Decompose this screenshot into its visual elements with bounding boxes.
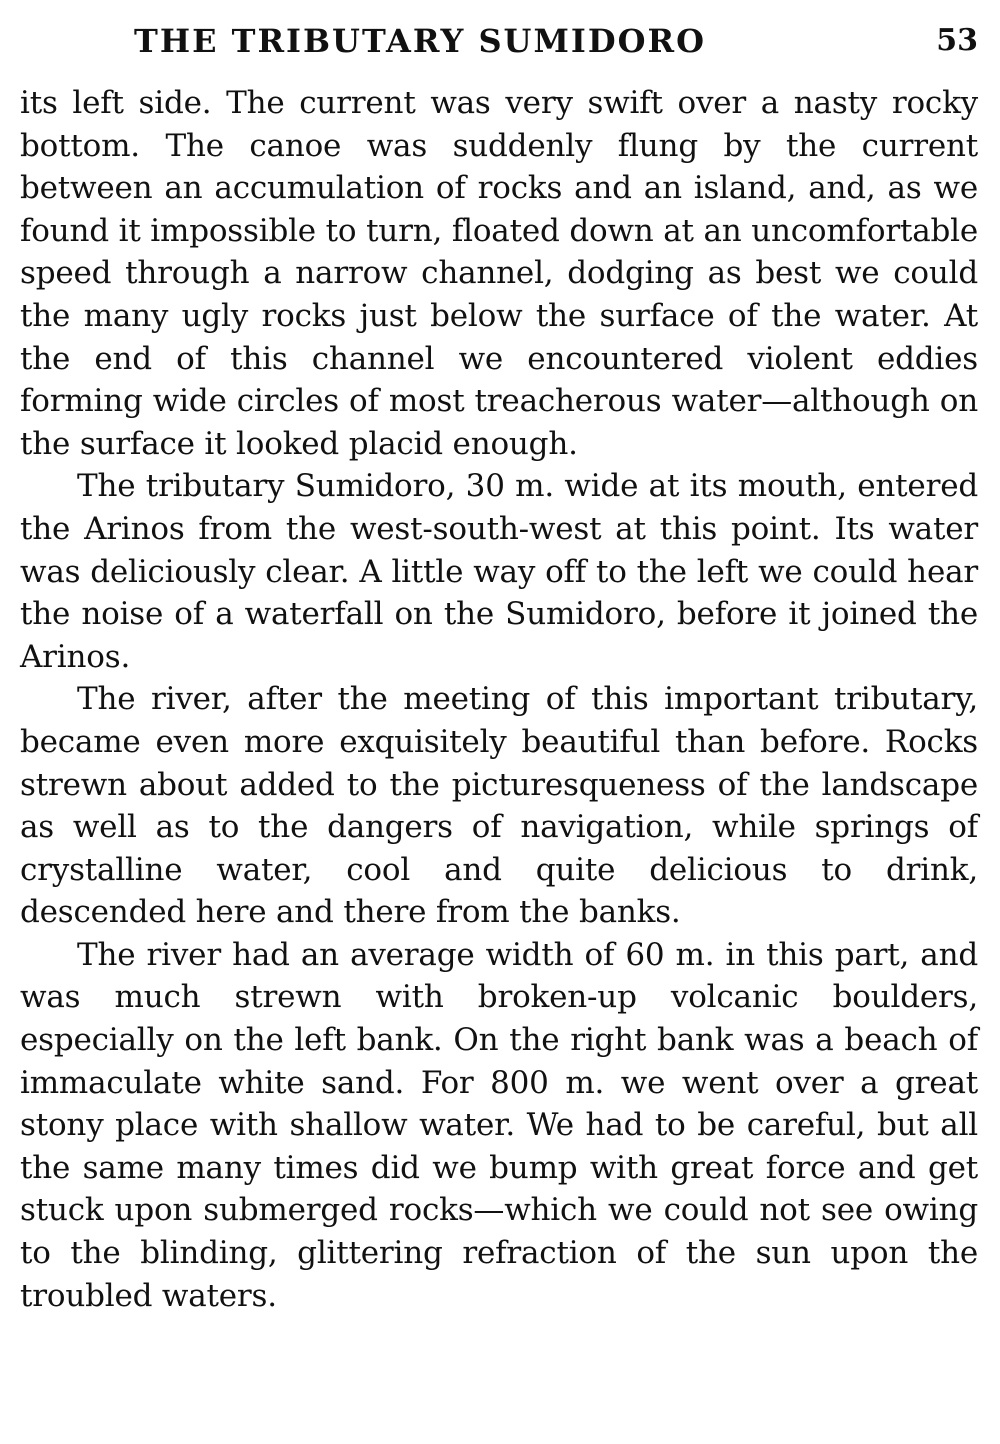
paragraph-river-width: The river had an average width of 60 m. in this part, and was much strewn with broken-up volcanic boulders, especially on the left bank. On the right bank was a beach of immaculate white sand. For 800 m. we went over a great stony place with shallow water. We had to be careful, but all the same many times did we bump with great force and get stuck upon submerged rocks—which we could not see owing to the blinding, glittering refraction of the sun upon the troubled waters. <box>20 936 978 1314</box>
paragraph-continued: its left side. The current was very swift over a nasty rocky bottom. The canoe was suddenly flung by the current between an accumulation of rocks and an island, and, as we found it impossible to turn, floated down at an uncomfortable speed through a narrow channel, dodging as best we could the many ugly rocks just below the surface of the water. At the end of this channel we encountered violent eddies forming wide circles of most treacherous water—although on the surface it looked placid enough. <box>20 85 978 462</box>
paragraph-tributary-sumidoro: The tributary Sumidoro, 30 m. wide at its mouth, entered the Arinos from the west-south-west at this point. Its water was deliciously clear. A little way off to the left we could hear the noise of a waterfall on the Sumidoro, before it joined the Arinos. <box>20 468 978 675</box>
paragraph-river-beauty: The river, after the meeting of this important tributary, became even more exquisitely beautiful than before. Rocks strewn about added to the picturesqueness of the landscape as well as to the dangers of navigation, while springs of crystalline water, cool and quite delicious to drink, descended here and there from the banks. <box>20 681 978 931</box>
page-number: 53 <box>936 23 978 58</box>
body-text <box>20 82 978 1317</box>
running-head <box>20 16 978 66</box>
running-title: THE TRIBUTARY SUMIDORO <box>134 22 706 60</box>
book-page <box>20 0 978 1444</box>
